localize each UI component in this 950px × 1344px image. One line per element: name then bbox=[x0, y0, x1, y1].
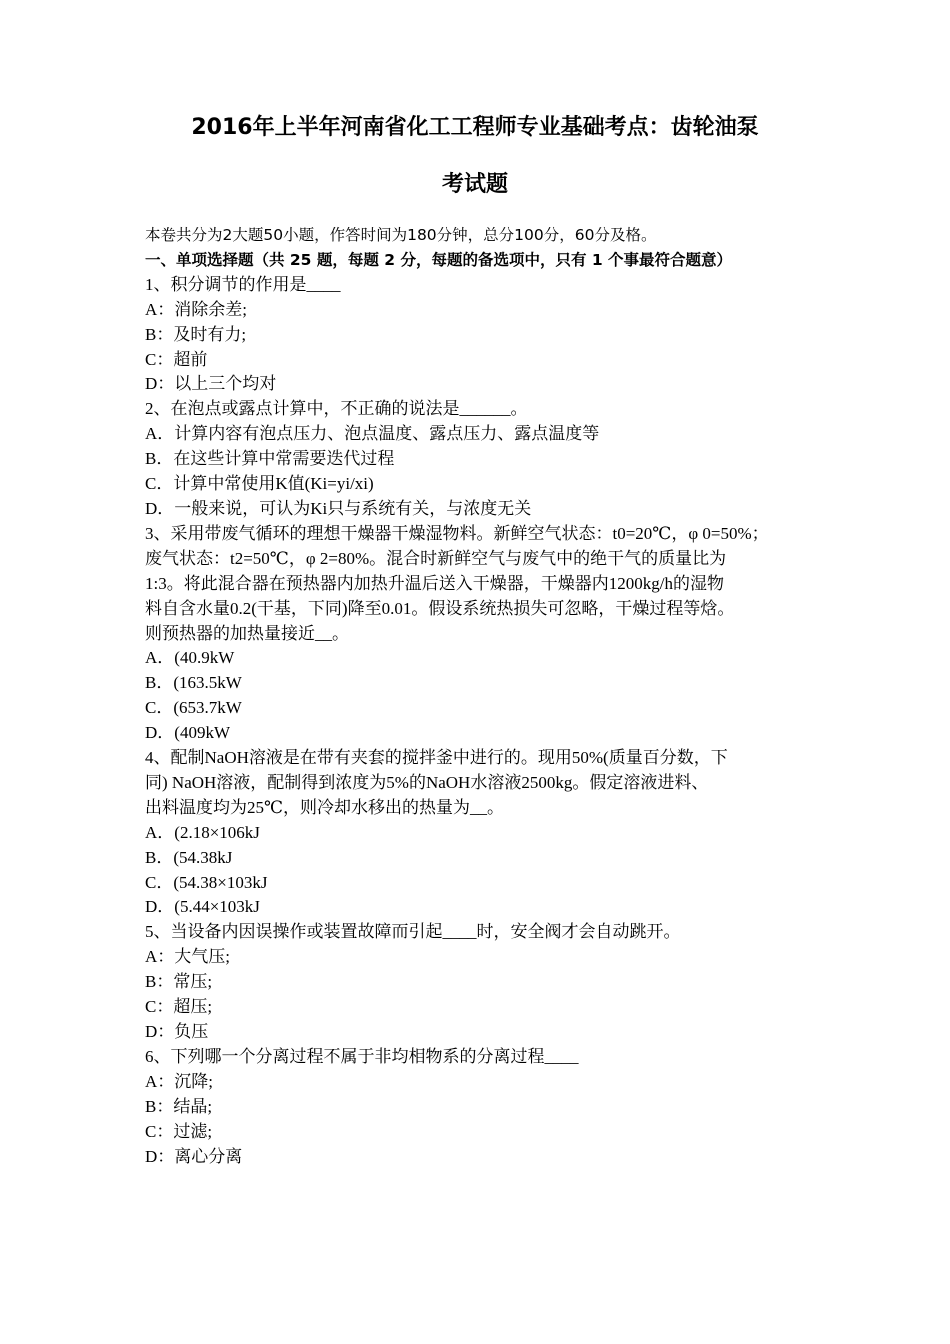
question-3-stem-line-5: 则预热器的加热量接近__。 bbox=[145, 623, 349, 643]
document-title bbox=[120, 114, 830, 199]
question-2-stem: 2、在泡点或露点计算中，不正确的说法是______。 bbox=[145, 399, 528, 419]
question-3-option-c: C．(653.7kW bbox=[145, 698, 242, 718]
question-2-option-a: A．计算内容有泡点压力、泡点温度、露点压力、露点温度等 bbox=[145, 424, 600, 444]
question-5-option-d: D：负压 bbox=[145, 1022, 209, 1041]
question-5-option-c: C：超压; bbox=[145, 997, 213, 1017]
question-4-stem-line-1: 4、配制NaOH溶液是在带有夹套的搅拌釜中进行的。现用50%(质量百分数，下 bbox=[145, 748, 728, 768]
question-3-option-d: D．(409kW bbox=[145, 723, 230, 743]
question-3-stem-line-4: 料自含水量0.2(干基，下同)降至0.01。假设系统热损失可忽略，干燥过程等焓。 bbox=[145, 598, 735, 618]
question-6-option-d: D：离心分离 bbox=[145, 1146, 243, 1166]
question-4-option-c: C．(54.38×103kJ bbox=[145, 872, 268, 892]
question-3-stem-line-2: 废气状态：t2=50℃，φ 2=80%。混合时新鲜空气与废气中的绝干气的质量比为 bbox=[145, 548, 727, 568]
question-4-stem-line-2: 同) NaOH溶液，配制得到浓度为5%的NaOH水溶液2500kg。假定溶液进料、 bbox=[145, 772, 709, 792]
document-body bbox=[145, 223, 815, 1169]
section-heading: 一、单项选择题（共 25 题，每题 2 分，每题的备选项中，只有 1 个事最符合题意） bbox=[145, 250, 733, 269]
question-1-option-c: C：超前 bbox=[145, 349, 208, 369]
question-4-option-d: D．(5.44×103kJ bbox=[145, 897, 260, 917]
question-6-option-c: C：过滤; bbox=[145, 1121, 213, 1141]
question-5-option-a: A：大气压; bbox=[145, 947, 230, 967]
question-1-option-d: D：以上三个均对 bbox=[145, 374, 277, 394]
title-line-1: 2016年上半年河南省化工工程师专业基础考点：齿轮油泵 bbox=[191, 115, 759, 140]
question-3-option-a: A．(40.9kW bbox=[145, 648, 235, 668]
question-6-stem: 6、下列哪一个分离过程不属于非均相物系的分离过程____ bbox=[145, 1046, 579, 1066]
exam-instructions: 本卷共分为2大题50小题，作答时间为180分钟，总分100分，60分及格。 bbox=[145, 226, 657, 244]
question-2-option-c: C．计算中常使用K值(Ki=yi/xi) bbox=[145, 474, 374, 494]
question-3-option-b: B．(163.5kW bbox=[145, 673, 242, 693]
question-3-stem-line-3: 1:3。将此混合器在预热器内加热升温后送入干燥器，干燥器内1200kg/h的湿物 bbox=[145, 573, 724, 593]
question-2-option-b: B．在这些计算中常需要迭代过程 bbox=[145, 449, 395, 469]
title-line-2: 考试题 bbox=[441, 172, 508, 197]
question-4-option-a: A．(2.18×106kJ bbox=[145, 822, 260, 842]
question-2-option-d: D．一般来说，可认为Ki只与系统有关，与浓度无关 bbox=[145, 498, 532, 518]
question-6-option-b: B：结晶; bbox=[145, 1096, 213, 1116]
question-3-stem-line-1: 3、采用带废气循环的理想干燥器干燥湿物料。新鲜空气状态：t0=20℃，φ 0=50%； bbox=[145, 523, 769, 543]
question-4-option-b: B．(54.38kJ bbox=[145, 847, 233, 867]
question-1-option-b: B：及时有力; bbox=[145, 324, 247, 344]
question-1-option-a: A：消除余差; bbox=[145, 299, 247, 319]
question-5-option-b: B：常压; bbox=[145, 972, 213, 992]
question-6-option-a: A：沉降; bbox=[145, 1071, 213, 1091]
question-1-stem: 1、积分调节的作用是____ bbox=[145, 274, 341, 294]
question-4-stem-line-3: 出料温度均为25℃，则冷却水移出的热量为__。 bbox=[145, 797, 505, 817]
question-5-stem: 5、当设备内因误操作或装置故障而引起____时，安全阀才会自动跳开。 bbox=[145, 922, 681, 942]
